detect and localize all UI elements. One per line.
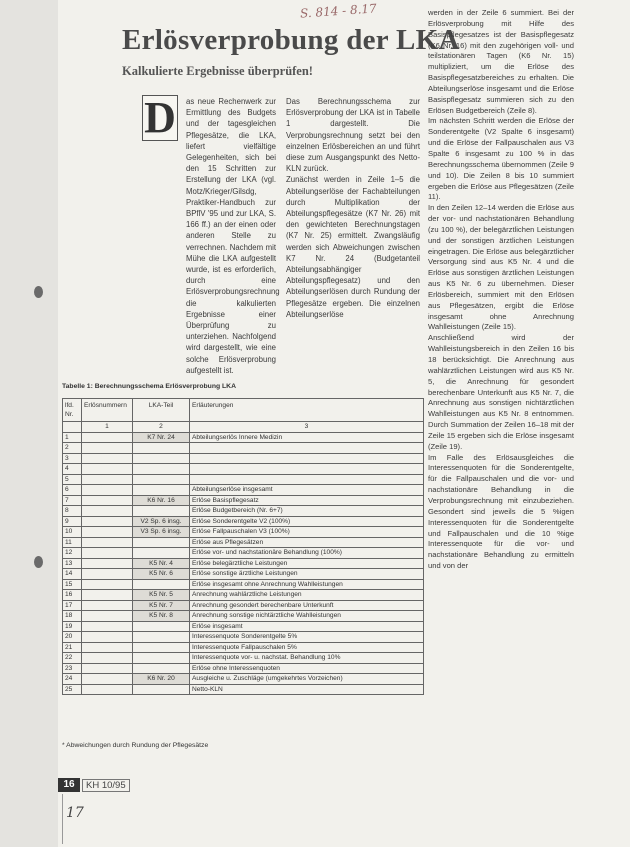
explanation-cell: Anrechnung gesondert berechenbare Unterkunft bbox=[190, 600, 424, 611]
revenue-number-cell bbox=[82, 684, 133, 695]
row-number: 8 bbox=[63, 506, 82, 517]
lka-part-cell: K5 Nr. 4 bbox=[133, 558, 190, 569]
lka-part-cell bbox=[133, 642, 190, 653]
lka-part-cell bbox=[133, 464, 190, 475]
table-row bbox=[63, 464, 424, 475]
paragraph: Anschließend wird der Wahlleistungsbereich in den Zeilen 16 bis 18 berücksichtigt. Die Anrechnung aus wahlärztlichen Leistungen wird aus K5 Nr. 5, die Anrechnung für gesondert berechenbare Unterkunft aus K5 Nr. 7, die Anrechnung aus sonstigen nichtärztlichen Wahlleistungen aus K5 Nr. 8 entnommen. Durch Summation der Zeilen 16–18 mit der Zeile 15 ergeben sich die Erlöse insgesamt (Zeile 19). bbox=[428, 333, 574, 451]
column-number-row bbox=[63, 422, 424, 433]
revenue-number-cell bbox=[82, 432, 133, 443]
explanation-cell: Abteilungserlöse insgesamt bbox=[190, 485, 424, 496]
lka-part-cell bbox=[133, 474, 190, 485]
table-row bbox=[63, 485, 424, 496]
explanation-cell: Erlöse Budgetbereich (Nr. 6+7) bbox=[190, 506, 424, 517]
revenue-number-cell bbox=[82, 516, 133, 527]
handwritten-note: S. 814 - 8.17 bbox=[299, 1, 378, 21]
row-number: 24 bbox=[63, 674, 82, 685]
explanation-cell bbox=[190, 453, 424, 464]
article-title: Erlösverprobung der LKA bbox=[122, 24, 460, 56]
table-row bbox=[63, 632, 424, 643]
lka-part-cell bbox=[133, 663, 190, 674]
row-number: 6 bbox=[63, 485, 82, 496]
table-row bbox=[63, 653, 424, 664]
paragraph: werden in der Zeile 6 summiert. Bei der Erlösverprobung mit Hilfe des Basispflegesatzes ist der Basispflegesatz (K6 Nr. 16) mit den zugehörigen voll- und teilstationären Tagen (K6 Nr. 15) multipliziert, um die Erlöse des Basispflegesatzbereiches zu erhalten. Die Abteilungserlöse insgesamt und die Erlöse Basispflegesatz summieren sich zu den Erlösen Budgetbereich (Zeile 8). bbox=[428, 8, 574, 115]
revenue-number-cell bbox=[82, 474, 133, 485]
explanation-cell: Netto-KLN bbox=[190, 684, 424, 695]
explanation-cell: Anrechnung sonstige nichtärztliche Wahlleistungen bbox=[190, 611, 424, 622]
table-row bbox=[63, 674, 424, 685]
table-row bbox=[63, 579, 424, 590]
article-subtitle: Kalkulierte Ergebnisse überprüfen! bbox=[122, 64, 313, 78]
paragraph: as neue Rechenwerk zur Ermittlung des Budgets und der tagesgleichen Pflegesätze, die LKA, liefert vielfältige Gelegenheiten, sich bei den 15 Schritten zur Erstellung der LKA (vgl. Motz/Krieger/Gilsdg, Praktiker-Handbuch zur BPflV '95 und zur LKA, S. 166 ff.) an der einen oder anderen Stelle zu verrechnen. Nachdem mit Mühe die LKA aufgestellt wurde, ist es erforderlich, durch eine Erlösverprobungsrechnung die kalkulierten Ergebnisse einer Überprüfung zu unterziehen. Nachfolgend wird dargestellt, wie eine solche Erlösverprobung aufgestellt ist. bbox=[186, 97, 280, 375]
row-number: 15 bbox=[63, 579, 82, 590]
lka-part-cell bbox=[133, 453, 190, 464]
revenue-number-cell bbox=[82, 453, 133, 464]
revenue-number-cell bbox=[82, 579, 133, 590]
row-number: 14 bbox=[63, 569, 82, 580]
revenue-number-cell bbox=[82, 621, 133, 632]
table-row bbox=[63, 548, 424, 559]
paragraph: Im Falle des Erlösausgleiches die Interessenquoten für die Sonderentgelte, für die Fallpauschalen und die vor- und nachstationäre Behandlung in die Verprobungsrechnung mit einzubeziehen. Gesondert sind jeweils die 5 %igen Interessenquoten für die Sonderentgelte und Fallpauschalen und die 10 %ige Interessenquote für die vor- und nachstationäre Behandlung zu ermitteln und von der bbox=[428, 452, 574, 571]
table-row bbox=[63, 453, 424, 464]
lka-part-cell bbox=[133, 632, 190, 643]
table-row bbox=[63, 432, 424, 443]
verprobung-table bbox=[62, 398, 424, 695]
lka-part-cell bbox=[133, 653, 190, 664]
explanation-cell: Interessenquote Fallpauschalen 5% bbox=[190, 642, 424, 653]
explanation-cell: Interessenquote Sonderentgelte 5% bbox=[190, 632, 424, 643]
revenue-number-cell bbox=[82, 495, 133, 506]
issue-reference: KH 10/95 bbox=[82, 779, 130, 792]
explanation-cell: Erlöse insgesamt ohne Anrechnung Wahlleistungen bbox=[190, 579, 424, 590]
lka-part-cell bbox=[133, 621, 190, 632]
explanation-cell: Erlöse vor- und nachstationäre Behandlung (100%) bbox=[190, 548, 424, 559]
revenue-number-cell bbox=[82, 527, 133, 538]
lka-part-cell: K5 Nr. 7 bbox=[133, 600, 190, 611]
revenue-number-cell bbox=[82, 642, 133, 653]
lka-part-cell: K6 Nr. 20 bbox=[133, 674, 190, 685]
table-row bbox=[63, 684, 424, 695]
explanation-cell: Abteilungserlös Innere Medizin bbox=[190, 432, 424, 443]
lka-part-cell: V2 Sp. 6 insg. bbox=[133, 516, 190, 527]
table-row bbox=[63, 506, 424, 517]
revenue-number-cell bbox=[82, 537, 133, 548]
table-row bbox=[63, 558, 424, 569]
row-number: 18 bbox=[63, 611, 82, 622]
row-number: 22 bbox=[63, 653, 82, 664]
explanation-cell: Erlöse sonstige ärztliche Leistungen bbox=[190, 569, 424, 580]
lka-part-cell bbox=[133, 537, 190, 548]
lka-part-cell bbox=[133, 485, 190, 496]
revenue-number-cell bbox=[82, 443, 133, 454]
row-number: 23 bbox=[63, 663, 82, 674]
explanation-cell: Erlöse Sonderentgelte V2 (100%) bbox=[190, 516, 424, 527]
punch-hole bbox=[34, 556, 43, 568]
row-number: 9 bbox=[63, 516, 82, 527]
table-row bbox=[63, 474, 424, 485]
lka-part-cell: K5 Nr. 5 bbox=[133, 590, 190, 601]
explanation-cell bbox=[190, 464, 424, 475]
lka-part-cell: K7 Nr. 24 bbox=[133, 432, 190, 443]
column-number: 2 bbox=[133, 422, 190, 433]
lka-part-cell: K5 Nr. 6 bbox=[133, 569, 190, 580]
explanation-cell bbox=[190, 443, 424, 454]
lka-part-cell: K5 Nr. 8 bbox=[133, 611, 190, 622]
text-column-1 bbox=[142, 96, 280, 376]
table-row bbox=[63, 663, 424, 674]
revenue-number-cell bbox=[82, 632, 133, 643]
text-column-2 bbox=[286, 96, 420, 320]
column-header: lfd. Nr. bbox=[63, 399, 82, 422]
lka-part-cell bbox=[133, 443, 190, 454]
row-number: 16 bbox=[63, 590, 82, 601]
revenue-number-cell bbox=[82, 464, 133, 475]
explanation-cell: Anrechnung wahlärztliche Leistungen bbox=[190, 590, 424, 601]
table-row bbox=[63, 527, 424, 538]
row-number: 25 bbox=[63, 684, 82, 695]
row-number: 10 bbox=[63, 527, 82, 538]
row-number: 19 bbox=[63, 621, 82, 632]
row-number: 7 bbox=[63, 495, 82, 506]
revenue-number-cell bbox=[82, 569, 133, 580]
table-row bbox=[63, 537, 424, 548]
handwritten-page-note: 17 bbox=[66, 805, 84, 821]
table-row bbox=[63, 600, 424, 611]
revenue-number-cell bbox=[82, 548, 133, 559]
table-row bbox=[63, 590, 424, 601]
paragraph: In den Zeilen 12–14 werden die Erlöse aus der vor- und nachstationären Behandlung (zu 100 %), der belegärztlichen Leistungen und der sonstigen ärztlichen Leistungen eingetragen. Die Erlöse aus belegärztlicher Versorgung sind aus K5 Nr. 4 und die Erlöse aus sonstigen ärztlichen Leistungen aus K5 Nr. 6 zu übernehmen. Dieser Erlösbereich, summiert mit den Erlösen aus Pflegesätzen, ergibt die Erlöse insgesamt ohne Anrechnung Wahlleistungen (Zeile 15). bbox=[428, 203, 574, 332]
revenue-number-cell bbox=[82, 600, 133, 611]
column-header: Erlösnummern bbox=[82, 399, 133, 422]
lka-part-cell bbox=[133, 548, 190, 559]
explanation-cell: Erlöse belegärztliche Leistungen bbox=[190, 558, 424, 569]
row-number: 11 bbox=[63, 537, 82, 548]
row-number: 17 bbox=[63, 600, 82, 611]
table-row bbox=[63, 443, 424, 454]
revenue-number-cell bbox=[82, 653, 133, 664]
column-number: 3 bbox=[190, 422, 424, 433]
column-number: 1 bbox=[82, 422, 133, 433]
explanation-cell: Ausgleiche u. Zuschläge (umgekehrtes Vorzeichen) bbox=[190, 674, 424, 685]
revenue-number-cell bbox=[82, 674, 133, 685]
table-row bbox=[63, 516, 424, 527]
revenue-number-cell bbox=[82, 558, 133, 569]
lka-part-cell: V3 Sp. 6 insg. bbox=[133, 527, 190, 538]
column-header: LKA-Teil bbox=[133, 399, 190, 422]
table-caption: Tabelle 1: Berechnungsschema Erlösverprobung LKA bbox=[62, 383, 236, 390]
revenue-number-cell bbox=[82, 485, 133, 496]
explanation-cell: Erlöse ohne Interessenquoten bbox=[190, 663, 424, 674]
revenue-number-cell bbox=[82, 506, 133, 517]
column-header: Erläuterungen bbox=[190, 399, 424, 422]
revenue-number-cell bbox=[82, 590, 133, 601]
explanation-cell: Interessenquote vor- u. nachstat. Behandlung 10% bbox=[190, 653, 424, 664]
lka-part-cell bbox=[133, 506, 190, 517]
explanation-cell bbox=[190, 474, 424, 485]
table-footnote: * Abweichungen durch Rundung der Pflegesätze bbox=[62, 742, 209, 749]
paragraph: Im nächsten Schritt werden die Erlöse der Sonderentgelte (V2 Spalte 6 insgesamt) und die Erlöse der Fallpauschalen aus V3 Spalte 6 insgesamt zu 100 % in das Berechnungsschema übernommen (Zeile 9 und 10). Die Zeilen 8 bis 10 summiert ergeben die Erlöse aus Pflegesätzen (Zeile 11). bbox=[428, 116, 574, 202]
explanation-cell: Erlöse aus Pflegesätzen bbox=[190, 537, 424, 548]
revenue-number-cell bbox=[82, 611, 133, 622]
lka-part-cell: K6 Nr. 16 bbox=[133, 495, 190, 506]
row-number: 1 bbox=[63, 432, 82, 443]
table-row bbox=[63, 611, 424, 622]
row-number: 4 bbox=[63, 464, 82, 475]
drop-cap: D bbox=[142, 95, 178, 141]
row-number: 12 bbox=[63, 548, 82, 559]
row-number: 21 bbox=[63, 642, 82, 653]
table-row bbox=[63, 642, 424, 653]
row-number: 13 bbox=[63, 558, 82, 569]
lka-part-cell bbox=[133, 684, 190, 695]
row-number: 5 bbox=[63, 474, 82, 485]
table-row bbox=[63, 569, 424, 580]
column-number bbox=[63, 422, 82, 433]
row-number: 3 bbox=[63, 453, 82, 464]
row-number: 20 bbox=[63, 632, 82, 643]
paragraph: Zunächst werden in Zeile 1–5 die Abteilungserlöse der Fachabteilungen durch Multiplikation der Abteilungspflegesätze (K7 Nr. 26) mit den gewichteten Berechnungstagen (K7 Nr. 25) ermittelt. Zwangsläufig werden sich Abweichungen zwischen K7 Nr. 24 (Budgetanteil Abteilungsabhängiger Abteilungspflegesatz) und den Abteilungserlösen durch Rundung der Pflegesätze ergeben. Die einzelnen Abteilungserlöse bbox=[286, 175, 420, 319]
table-row bbox=[63, 495, 424, 506]
explanation-cell: Erlöse Basispflegesatz bbox=[190, 495, 424, 506]
table-row bbox=[63, 621, 424, 632]
table-header-row bbox=[63, 399, 424, 422]
page-edge-line bbox=[62, 794, 63, 844]
binder-margin bbox=[0, 0, 58, 847]
explanation-cell: Erlöse Fallpauschalen V3 (100%) bbox=[190, 527, 424, 538]
punch-hole bbox=[34, 286, 43, 298]
text-column-3 bbox=[428, 8, 574, 572]
explanation-cell: Erlöse insgesamt bbox=[190, 621, 424, 632]
lka-part-cell bbox=[133, 579, 190, 590]
paragraph: Das Berechnungsschema zur Erlösverprobung der LKA ist in Tabelle 1 dargestellt. Die Verprobungsrechnung setzt bei den einzelnen Erlösbereichen an und führt diese zum Ausgangspunkt des Netto-KLN zurück. bbox=[286, 97, 420, 174]
page-number: 16 bbox=[58, 778, 80, 792]
revenue-number-cell bbox=[82, 663, 133, 674]
row-number: 2 bbox=[63, 443, 82, 454]
